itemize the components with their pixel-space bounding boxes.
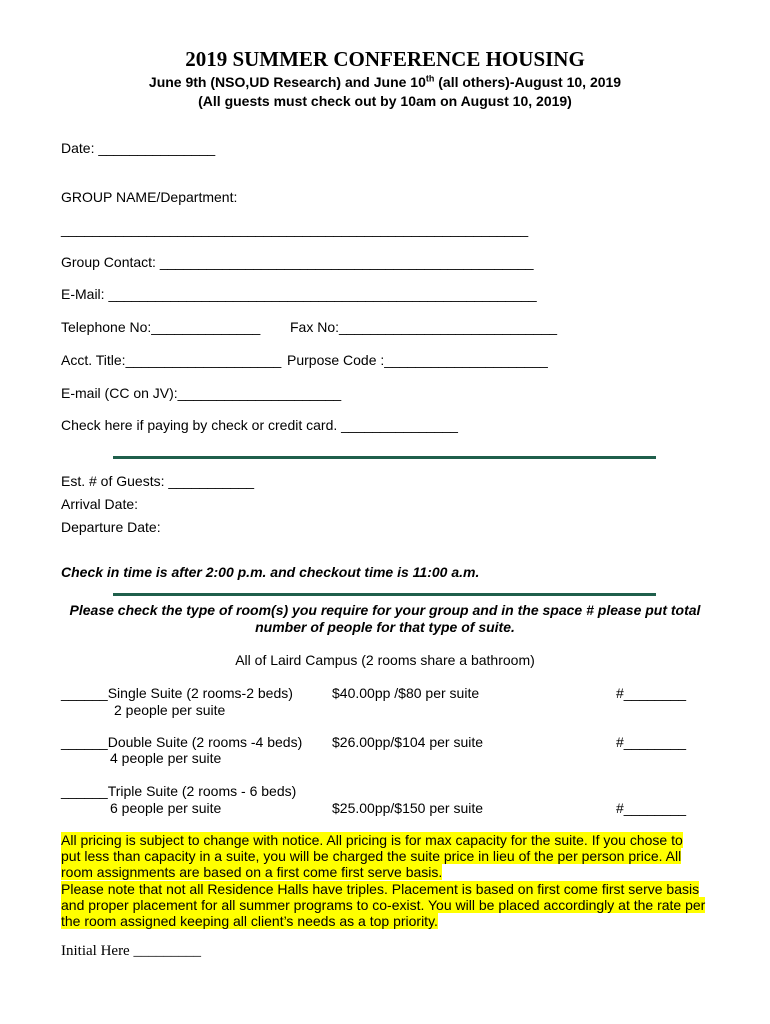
email-cc-field[interactable]: E-mail (CC on JV):_____________________ bbox=[61, 385, 342, 401]
double-suite-option[interactable]: ______Double Suite (2 rooms -4 beds) bbox=[61, 734, 303, 750]
pricing-notice bbox=[61, 832, 706, 929]
triple-suite-price: $25.00pp/$150 per suite bbox=[332, 800, 484, 816]
placement-notice-text: Please note that not all Residence Halls have triples. Placement is based on first come first serve basis and proper placement for all summer programs to co-exist. You will be placed accordingly at the rate per the room assigned keeping all client’s needs as a top priority. bbox=[61, 880, 706, 930]
purpose-code-field[interactable]: Purpose Code :_____________________ bbox=[287, 352, 548, 368]
section-divider bbox=[113, 593, 656, 596]
email-field[interactable]: E-Mail: _______________________________________________________ bbox=[61, 286, 537, 302]
triple-suite-capacity: 6 people per suite bbox=[110, 800, 222, 816]
campus-heading: All of Laird Campus (2 rooms share a bathroom) bbox=[235, 652, 535, 668]
departure-date-label: Departure Date: bbox=[61, 519, 161, 535]
fax-field[interactable]: Fax No:____________________________ bbox=[290, 319, 558, 335]
group-name-label: GROUP NAME/Department: bbox=[61, 189, 238, 205]
pricing-notice-text: All pricing is subject to change with notice. All pricing is for max capacity for the suite. If you chose to put less than capacity in a suite, you will be charged the suite price in lieu of the per person price. All room assignments are based on a first come first serve basis. bbox=[61, 832, 683, 881]
double-suite-count[interactable]: #________ bbox=[616, 734, 687, 750]
guest-count-field[interactable]: Est. # of Guests: ___________ bbox=[61, 473, 255, 489]
group-contact-field[interactable]: Group Contact: ________________________________________________ bbox=[61, 254, 534, 270]
subtitle-superscript: th bbox=[425, 73, 435, 84]
acct-title-field[interactable]: Acct. Title:____________________ bbox=[61, 352, 282, 368]
initial-here-field[interactable]: Initial Here _________ bbox=[61, 943, 201, 959]
single-suite-option[interactable]: ______Single Suite (2 rooms-2 beds) bbox=[61, 685, 293, 701]
room-instructions: Please check the type of room(s) you require for your group and in the space # please put total number of people for that type of suite. bbox=[69, 602, 701, 635]
single-suite-capacity: 2 people per suite bbox=[114, 702, 226, 718]
telephone-field[interactable]: Telephone No:______________ bbox=[61, 319, 261, 335]
page-title: 2019 SUMMER CONFERENCE HOUSING bbox=[185, 47, 585, 71]
subtitle-part-b: (all others)-August 10, 2019 bbox=[434, 74, 622, 90]
single-suite-count[interactable]: #________ bbox=[616, 685, 687, 701]
group-name-line[interactable]: ____________________________________________________________ bbox=[61, 221, 529, 237]
checkout-subtitle: (All guests must check out by 10am on August 10, 2019) bbox=[198, 93, 572, 109]
section-divider bbox=[113, 456, 656, 459]
triple-suite-count[interactable]: #________ bbox=[616, 800, 687, 816]
triple-suite-option[interactable]: ______Triple Suite (2 rooms - 6 beds) bbox=[61, 783, 297, 799]
date-field[interactable]: Date: _______________ bbox=[61, 140, 216, 156]
double-suite-price: $26.00pp/$104 per suite bbox=[332, 734, 484, 750]
single-suite-price: $40.00pp /$80 per suite bbox=[332, 685, 480, 701]
double-suite-capacity: 4 people per suite bbox=[110, 750, 222, 766]
subtitle-part-a: June 9th (NSO,UD Research) and June 10 bbox=[148, 74, 426, 90]
checkin-note: Check in time is after 2:00 p.m. and checkout time is 11:00 a.m. bbox=[61, 564, 480, 580]
payment-check-field[interactable]: Check here if paying by check or credit card. _______________ bbox=[61, 417, 458, 433]
date-range-subtitle bbox=[0, 74, 770, 90]
arrival-date-label: Arrival Date: bbox=[61, 496, 139, 512]
